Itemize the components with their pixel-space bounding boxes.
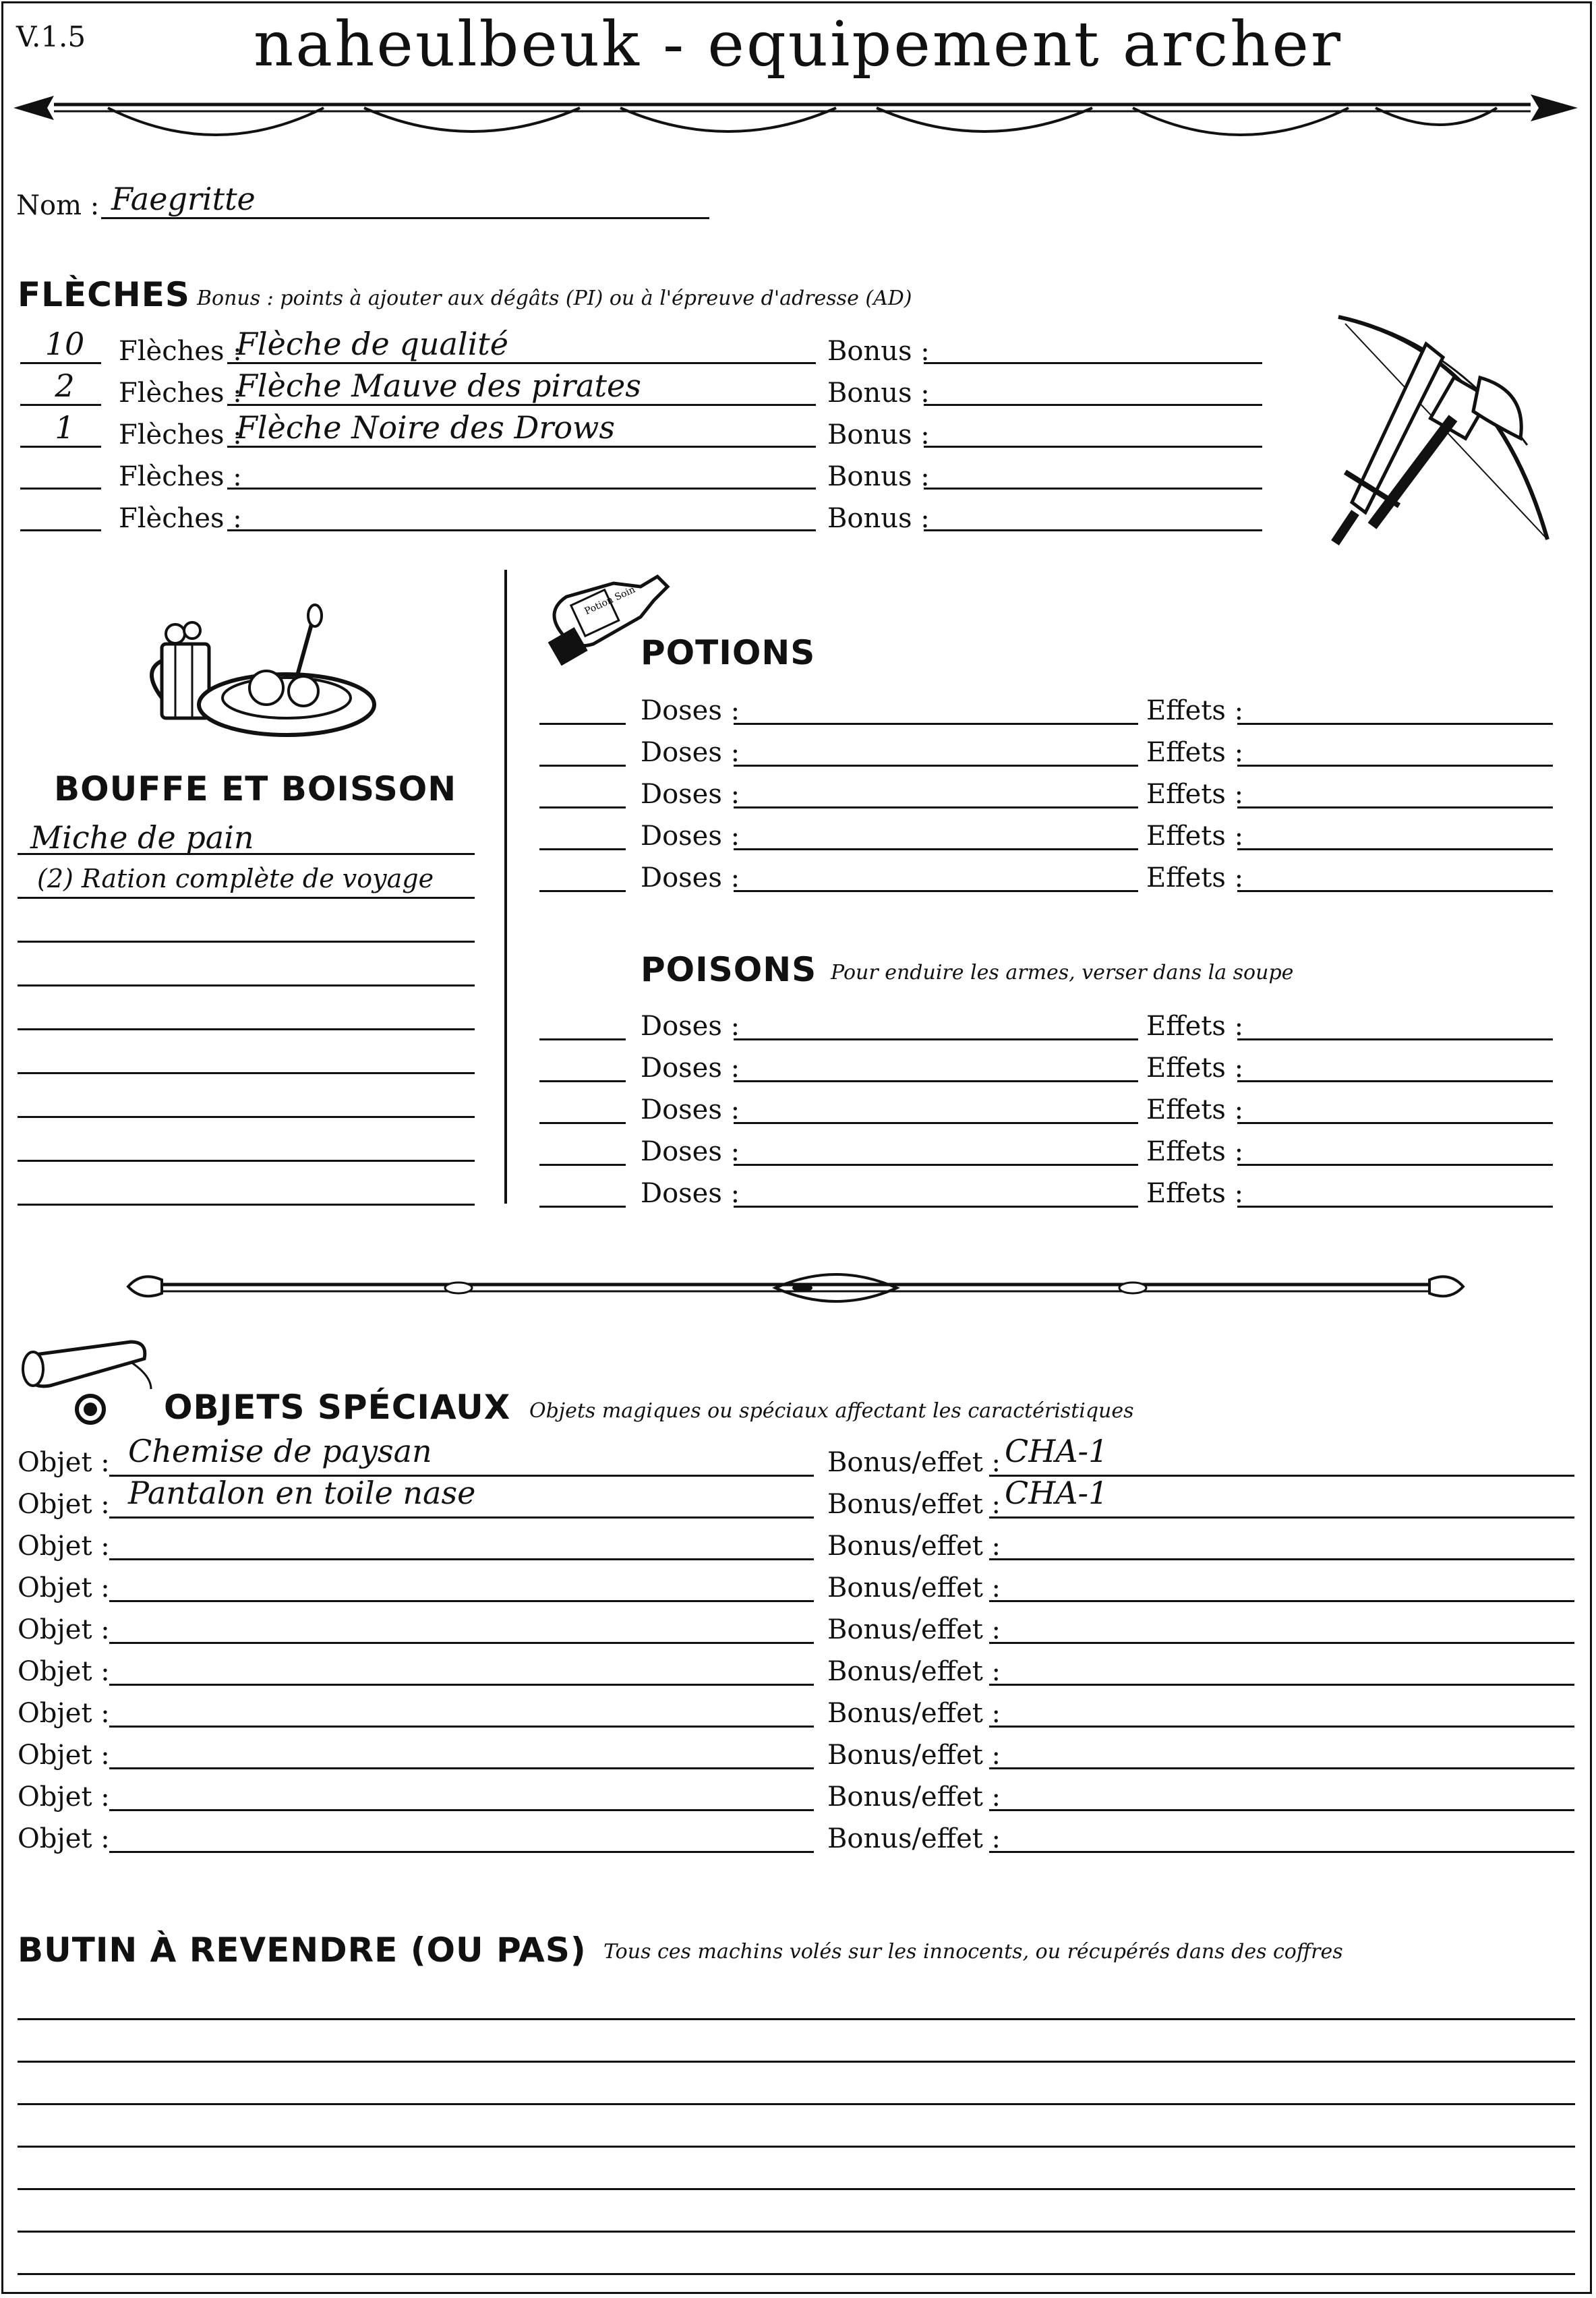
- loot-line-field[interactable]: [18, 2188, 1575, 2190]
- effets-label: Effets :: [1146, 695, 1244, 726]
- nom-field[interactable]: [101, 217, 709, 219]
- arrow-count[interactable]: 2: [55, 367, 75, 404]
- bonus-effet-label: Bonus/effet :: [827, 1656, 1001, 1687]
- doses-label: Doses :: [641, 737, 740, 768]
- potions-effets-field[interactable]: [1237, 806, 1553, 808]
- objets-note: Objets magiques ou spéciaux affectant les caractéristiques: [529, 1399, 1134, 1423]
- effets-label: Effets :: [1146, 1094, 1244, 1125]
- poisons-doses-field[interactable]: [734, 1164, 1138, 1166]
- bonus-effet-label: Bonus/effet :: [827, 1531, 1001, 1562]
- objet-bonus-field[interactable]: [989, 1516, 1574, 1519]
- food-item-field[interactable]: [18, 1160, 475, 1162]
- poisons-doses-field[interactable]: [734, 1038, 1138, 1040]
- objet-label: Objet :: [18, 1531, 110, 1562]
- bonus-effet-label: Bonus/effet :: [827, 1740, 1001, 1771]
- objet-name-field[interactable]: [109, 1558, 814, 1560]
- potions-quantity-field[interactable]: [539, 848, 626, 850]
- potion-bottle-label: Potion Soin: [583, 584, 637, 618]
- poisons-note: Pour enduire les armes, verser dans la soupe: [831, 961, 1294, 984]
- crossed-weapons-icon: [1325, 310, 1568, 553]
- arrow-count-field[interactable]: [20, 529, 101, 531]
- poisons-quantity-field[interactable]: [539, 1038, 626, 1040]
- poisons-quantity-field[interactable]: [539, 1206, 626, 1208]
- objet-bonus-field[interactable]: [989, 1726, 1574, 1728]
- nom-value[interactable]: Faegritte: [111, 181, 256, 217]
- arrow-bonus-field[interactable]: [924, 529, 1262, 531]
- doses-label: Doses :: [641, 1011, 740, 1042]
- potions-effets-field[interactable]: [1237, 890, 1553, 892]
- staff-divider-icon: [128, 1261, 1463, 1308]
- objet-name[interactable]: Chemise de paysan: [128, 1433, 432, 1469]
- poisons-doses-field[interactable]: [734, 1206, 1138, 1208]
- food-item[interactable]: Miche de pain: [30, 819, 254, 856]
- arrow-name-field[interactable]: [227, 446, 816, 448]
- poisons-quantity-field[interactable]: [539, 1164, 626, 1166]
- food-item-field[interactable]: [18, 1204, 475, 1206]
- effets-label: Effets :: [1146, 1136, 1244, 1167]
- effets-label: Effets :: [1146, 737, 1244, 768]
- objet-name-field[interactable]: [109, 1767, 814, 1769]
- objets-heading: OBJETS SPÉCIAUX: [164, 1388, 511, 1427]
- arrow-row-label: Flèches :: [119, 378, 242, 409]
- effets-label: Effets :: [1146, 862, 1244, 893]
- arrow-name[interactable]: Flèche Mauve des pirates: [236, 367, 641, 404]
- bonus-label: Bonus :: [827, 336, 930, 367]
- arrow-bonus-field[interactable]: [924, 446, 1262, 448]
- potions-quantity-field[interactable]: [539, 765, 626, 767]
- food-item-field[interactable]: [18, 984, 475, 986]
- tankard-and-plate-icon: [138, 603, 381, 738]
- poisons-doses-field[interactable]: [734, 1080, 1138, 1082]
- version-label: V.1.5: [16, 20, 86, 53]
- doses-label: Doses :: [641, 862, 740, 893]
- objet-label: Objet :: [18, 1823, 110, 1854]
- bonus-effet-label: Bonus/effet :: [827, 1489, 1001, 1520]
- arrow-count-field[interactable]: [20, 362, 101, 364]
- objet-name-field[interactable]: [109, 1684, 814, 1686]
- arrow-row-label: Flèches :: [119, 336, 242, 367]
- bouffe-heading: BOUFFE ET BOISSON: [54, 769, 457, 808]
- food-item-field[interactable]: [18, 897, 475, 899]
- objet-bonus-field[interactable]: [989, 1851, 1574, 1853]
- objet-name-field[interactable]: [109, 1851, 814, 1853]
- arrow-bonus-field[interactable]: [924, 488, 1262, 490]
- loot-line-field[interactable]: [18, 2061, 1575, 2063]
- potions-quantity-field[interactable]: [539, 890, 626, 892]
- arrow-count[interactable]: 10: [45, 326, 85, 362]
- potions-doses-field[interactable]: [734, 848, 1138, 850]
- arrow-name[interactable]: Flèche de qualité: [236, 326, 509, 362]
- food-item-field[interactable]: [18, 941, 475, 943]
- objet-label: Objet :: [18, 1489, 110, 1520]
- potions-doses-field[interactable]: [734, 806, 1138, 808]
- objet-bonus-field[interactable]: [989, 1642, 1574, 1644]
- bonus-label: Bonus :: [827, 503, 930, 534]
- food-item-field[interactable]: [18, 1072, 475, 1074]
- poisons-quantity-field[interactable]: [539, 1122, 626, 1124]
- food-item[interactable]: (2) Ration complète de voyage: [37, 864, 434, 893]
- loot-line-field[interactable]: [18, 2018, 1575, 2020]
- loot-line-field[interactable]: [18, 2146, 1575, 2148]
- effets-label: Effets :: [1146, 821, 1244, 852]
- objet-name[interactable]: Pantalon en toile nase: [128, 1475, 476, 1511]
- potions-effets-field[interactable]: [1237, 723, 1553, 725]
- arrow-name-field[interactable]: [227, 529, 816, 531]
- food-item-field[interactable]: [18, 853, 475, 855]
- loot-line-field[interactable]: [18, 2273, 1575, 2275]
- objet-name-field[interactable]: [109, 1726, 814, 1728]
- bonus-label: Bonus :: [827, 461, 930, 492]
- potions-quantity-field[interactable]: [539, 723, 626, 725]
- arrow-bonus-field[interactable]: [924, 362, 1262, 364]
- doses-label: Doses :: [641, 695, 740, 726]
- arrow-count-field[interactable]: [20, 404, 101, 406]
- nom-label: Nom :: [16, 190, 100, 221]
- doses-label: Doses :: [641, 779, 740, 810]
- arrow-count-field[interactable]: [20, 488, 101, 490]
- poisons-effets-field[interactable]: [1237, 1164, 1553, 1166]
- poisons-effets-field[interactable]: [1237, 1038, 1553, 1040]
- objet-bonus-field[interactable]: [989, 1809, 1574, 1811]
- bonus-effet-label: Bonus/effet :: [827, 1698, 1001, 1729]
- fleches-note: Bonus : points à ajouter aux dégâts (PI) ou à l'épreuve d'adresse (AD): [197, 287, 912, 310]
- doses-label: Doses :: [641, 1094, 740, 1125]
- objet-label: Objet :: [18, 1614, 110, 1645]
- arrow-name-field[interactable]: [227, 404, 816, 406]
- effets-label: Effets :: [1146, 1053, 1244, 1084]
- objet-label: Objet :: [18, 1781, 110, 1813]
- doses-label: Doses :: [641, 1053, 740, 1084]
- arrow-count-field[interactable]: [20, 446, 101, 448]
- objet-label: Objet :: [18, 1740, 110, 1771]
- potions-heading: POTIONS: [641, 633, 816, 672]
- doses-label: Doses :: [641, 1136, 740, 1167]
- potions-effets-field[interactable]: [1237, 765, 1553, 767]
- bonus-label: Bonus :: [827, 378, 930, 409]
- potions-effets-field[interactable]: [1237, 848, 1553, 850]
- objet-name-field[interactable]: [109, 1642, 814, 1644]
- arrow-row-label: Flèches :: [119, 503, 242, 534]
- poisons-effets-field[interactable]: [1237, 1080, 1553, 1082]
- objet-label: Objet :: [18, 1698, 110, 1729]
- arrow-count[interactable]: 1: [55, 409, 75, 446]
- objet-bonus[interactable]: CHA-1: [1005, 1433, 1109, 1469]
- arrow-divider-icon: [13, 81, 1578, 155]
- arrow-row-label: Flèches :: [119, 461, 242, 492]
- objet-bonus[interactable]: CHA-1: [1005, 1475, 1109, 1511]
- bonus-label: Bonus :: [827, 419, 930, 450]
- objet-name-field[interactable]: [109, 1516, 814, 1519]
- doses-label: Doses :: [641, 821, 740, 852]
- poisons-effets-field[interactable]: [1237, 1206, 1553, 1208]
- loot-line-field[interactable]: [18, 2103, 1575, 2105]
- potions-doses-field[interactable]: [734, 765, 1138, 767]
- poisons-effets-field[interactable]: [1237, 1122, 1553, 1124]
- bonus-effet-label: Bonus/effet :: [827, 1572, 1001, 1603]
- bonus-effet-label: Bonus/effet :: [827, 1781, 1001, 1813]
- objet-label: Objet :: [18, 1572, 110, 1603]
- effets-label: Effets :: [1146, 1178, 1244, 1209]
- scroll-and-ring-icon: [16, 1335, 158, 1430]
- effets-label: Effets :: [1146, 1011, 1244, 1042]
- objet-bonus-field[interactable]: [989, 1767, 1574, 1769]
- arrow-name-field[interactable]: [227, 362, 816, 364]
- objet-bonus-field[interactable]: [989, 1558, 1574, 1560]
- objet-bonus-field[interactable]: [989, 1684, 1574, 1686]
- arrow-bonus-field[interactable]: [924, 404, 1262, 406]
- poisons-doses-field[interactable]: [734, 1122, 1138, 1124]
- potions-doses-field[interactable]: [734, 723, 1138, 725]
- bonus-effet-label: Bonus/effet :: [827, 1823, 1001, 1854]
- effets-label: Effets :: [1146, 779, 1244, 810]
- arrow-name-field[interactable]: [227, 488, 816, 490]
- arrow-name[interactable]: Flèche Noire des Drows: [236, 409, 616, 446]
- poisons-heading: POISONS: [641, 950, 817, 989]
- arrow-row-label: Flèches :: [119, 419, 242, 450]
- butin-note: Tous ces machins volés sur les innocents, ou récupérés dans des coffres: [603, 1940, 1343, 1964]
- bonus-effet-label: Bonus/effet :: [827, 1447, 1001, 1478]
- butin-heading: BUTIN À REVENDRE (OU PAS): [18, 1931, 587, 1970]
- bonus-effet-label: Bonus/effet :: [827, 1614, 1001, 1645]
- doses-label: Doses :: [641, 1178, 740, 1209]
- poisons-quantity-field[interactable]: [539, 1080, 626, 1082]
- food-item-field[interactable]: [18, 1028, 475, 1030]
- fleches-heading: FLÈCHES: [18, 275, 190, 314]
- objet-name-field[interactable]: [109, 1600, 814, 1602]
- page-title: naheulbeuk - equipement archer: [254, 8, 1342, 80]
- potions-doses-field[interactable]: [734, 890, 1138, 892]
- objet-bonus-field[interactable]: [989, 1600, 1574, 1602]
- objet-name-field[interactable]: [109, 1809, 814, 1811]
- column-separator: [504, 570, 507, 1204]
- objet-label: Objet :: [18, 1656, 110, 1687]
- food-item-field[interactable]: [18, 1116, 475, 1118]
- loot-line-field[interactable]: [18, 2231, 1575, 2233]
- potions-quantity-field[interactable]: [539, 806, 626, 808]
- objet-label: Objet :: [18, 1447, 110, 1478]
